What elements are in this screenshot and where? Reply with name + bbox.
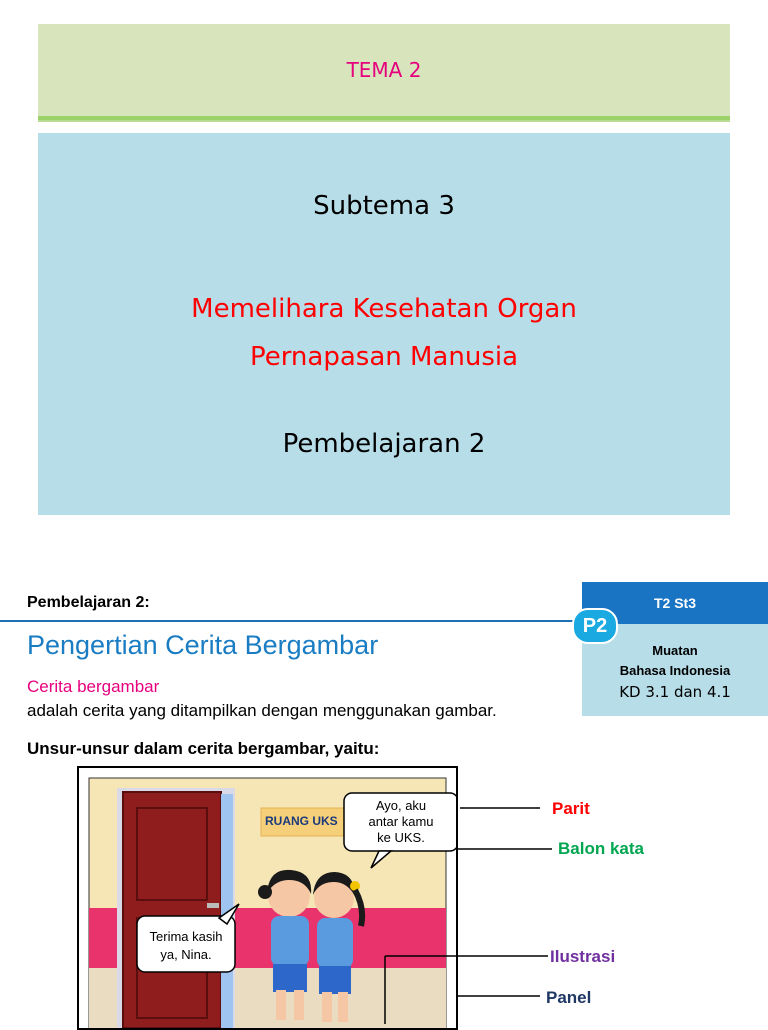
speech-bubble-2	[137, 928, 235, 964]
lesson-label: Pembelajaran 2:	[27, 594, 150, 611]
room-sign: RUANG UKS	[265, 814, 338, 828]
kd-label: KD 3.1 dan 4.1	[619, 683, 731, 701]
lesson-badge: P2	[572, 608, 618, 644]
part-label-panel: Panel	[546, 988, 592, 1007]
subject-label: Bahasa Indonesia	[619, 663, 731, 678]
topic-line-1: Memelihara Kesehatan Organ	[191, 294, 577, 324]
term-definition: adalah cerita yang ditampilkan dengan menggunakan gambar.	[27, 701, 497, 720]
subtema-panel	[38, 133, 730, 515]
part-label-parit: Parit	[552, 799, 590, 818]
term-label: Cerita bergambar	[27, 677, 160, 696]
topic-title	[38, 285, 730, 381]
subtema-title: Subtema 3	[313, 191, 455, 221]
comic-panel	[77, 766, 458, 1030]
elements-intro: Unsur-unsur dalam cerita bergambar, yaitu:	[27, 739, 380, 758]
bubble1-line-3: ke UKS.	[377, 830, 425, 845]
part-label-ilustrasi: Ilustrasi	[550, 947, 616, 966]
muatan-label: Muatan	[652, 643, 698, 658]
header-divider	[0, 620, 582, 622]
topic-code: T2 St3	[653, 595, 696, 611]
tema-banner	[38, 24, 730, 120]
tema-title: TEMA 2	[346, 58, 422, 82]
bubble2-line-1: Terima kasih	[149, 929, 223, 944]
lesson-slide	[0, 582, 768, 1024]
bubble1-line-2: antar kamu	[368, 814, 434, 829]
bubble1-line-1: Ayo, aku	[375, 798, 427, 813]
lesson-heading: Pengertian Cerita Bergambar	[27, 630, 379, 660]
speech-bubble-1	[344, 798, 458, 846]
pembelajaran-title: Pembelajaran 2	[282, 429, 486, 459]
bubble2-line-2: ya, Nina.	[160, 947, 212, 962]
topic-line-2: Pernapasan Manusia	[249, 342, 519, 372]
part-label-balon-kata: Balon kata	[558, 839, 644, 858]
